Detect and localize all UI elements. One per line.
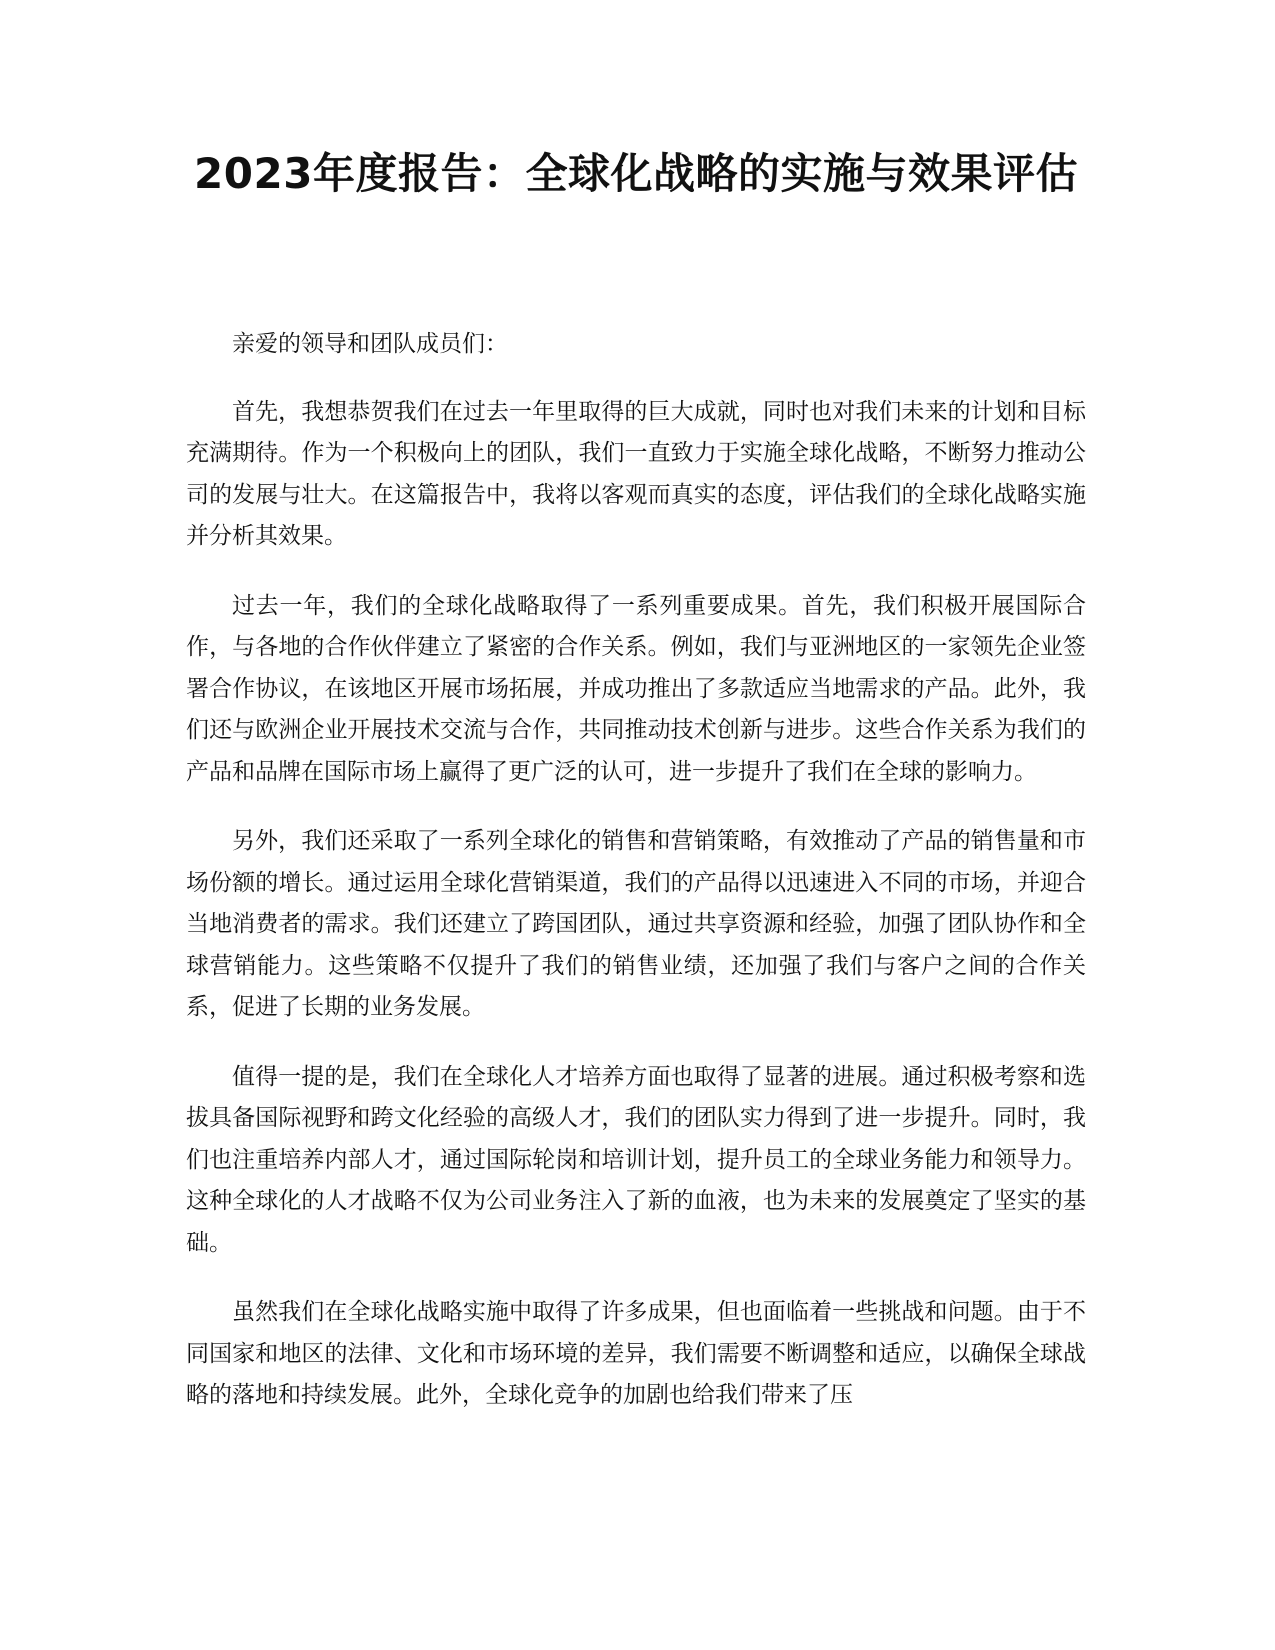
document-body (186, 324, 1086, 1445)
greeting-paragraph: 亲爱的领导和团队成员们： (232, 331, 508, 357)
body-paragraph-3: 另外，我们还采取了一系列全球化的销售和营销策略，有效推动了产品的销售量和市场份额的增长。通过运用全球化营销渠道，我们的产品得以迅速进入不同的市场，并迎合当地消费者的需求。我们还建立了跨国团队，通过共享资源和经验，加强了团队协作和全球营销能力。这些策略不仅提升了我们的销售业绩，还加强了我们与客户之间的合作关系，促进了长期的业务发展。 (186, 828, 1086, 1020)
body-paragraph-1: 首先，我想恭贺我们在过去一年里取得的巨大成就，同时也对我们未来的计划和目标充满期待。作为一个积极向上的团队，我们一直致力于实施全球化战略，不断努力推动公司的发展与壮大。在这篇报告中，我将以客观而真实的态度，评估我们的全球化战略实施并分析其效果。 (186, 398, 1086, 549)
body-paragraph-2: 过去一年，我们的全球化战略取得了一系列重要成果。首先，我们积极开展国际合作，与各地的合作伙伴建立了紧密的合作关系。例如，我们与亚洲地区的一家领先企业签署合作协议，在该地区开展市场拓展，并成功推出了多款适应当地需求的产品。此外，我们还与欧洲企业开展技术交流与合作，共同推动技术创新与进步。这些合作关系为我们的产品和品牌在国际市场上赢得了更广泛的认可，进一步提升了我们在全球的影响力。 (186, 592, 1086, 785)
document-title: 2023年度报告：全球化战略的实施与效果评估 (194, 149, 1078, 198)
body-paragraph-5: 虽然我们在全球化战略实施中取得了许多成果，但也面临着一些挑战和问题。由于不同国家和地区的法律、文化和市场环境的差异，我们需要不断调整和适应，以确保全球战略的落地和持续发展。此外，全球化竞争的加剧也给我们带来了压 (186, 1299, 1086, 1408)
body-paragraph-4: 值得一提的是，我们在全球化人才培养方面也取得了显著的进展。通过积极考察和选拔具备国际视野和跨文化经验的高级人才，我们的团队实力得到了进一步提升。同时，我们也注重培养内部人才，通过国际轮岗和培训计划，提升员工的全球业务能力和领导力。这种全球化的人才战略不仅为公司业务注入了新的血液，也为未来的发展奠定了坚实的基础。 (186, 1063, 1086, 1256)
